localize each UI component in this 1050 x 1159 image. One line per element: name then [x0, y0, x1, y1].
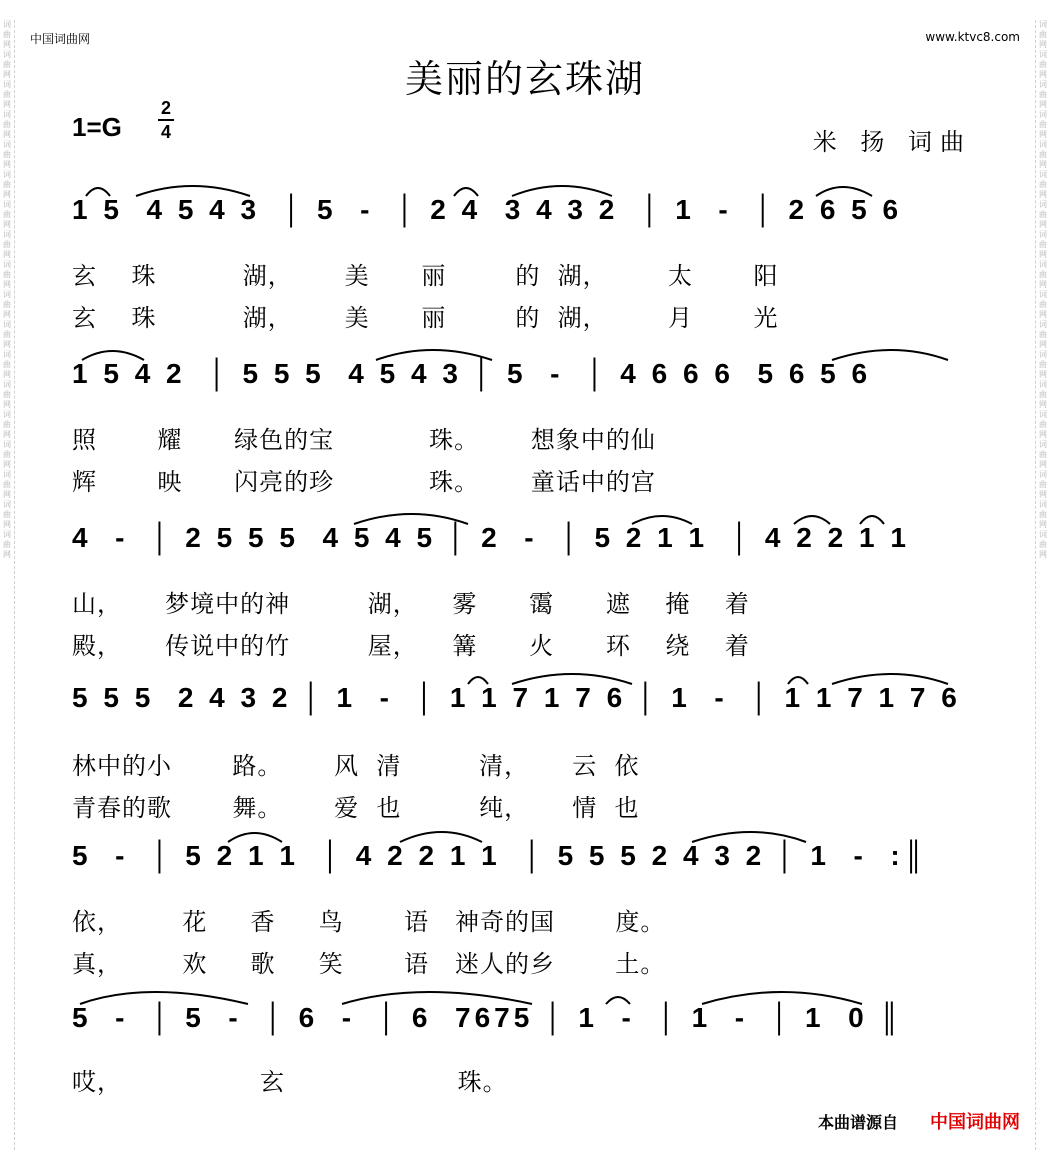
source-label: 本曲谱源自 [818, 1113, 899, 1132]
lyric-verse-2-line-3: 殿， 传说中的竹 屋， 篝 火 环 绕 着 [72, 632, 750, 660]
lyric-verse-2-line-1: 玄 珠 湖， 美 丽 的 湖， 月 光 [72, 304, 779, 332]
lyric-verse-1-line-2: 照 耀 绿色的宝 珠。 想象中的仙 [72, 426, 656, 454]
lyric-verse-2-line-4: 青春的歌 舞。 爱 也 纯， 情 也 [72, 794, 640, 822]
notation-line: 4 - │ 2 5 5 5 4 5 4 5 │ 2 - │ 5 2 1 1 │ 4 2 2 1 1 [72, 522, 910, 553]
notation-line: 5 5 5 2 4 3 2 │ 1 - │ 1 1 7 1 7 6 │ 1 - │ 1 1 7 1 7 6 [72, 682, 961, 713]
time-signature-top: 2 [160, 98, 171, 118]
lyric-verse-2-line-2: 辉 映 闪亮的珍 珠。 童话中的宫 [72, 468, 656, 496]
source-site-link[interactable]: 中国词曲网 [930, 1112, 1020, 1133]
score-system-3 [72, 508, 982, 594]
notation-line: 5 - │ 5 2 1 1 │ 4 2 2 1 1 │ 5 5 5 2 4 3 2 │ 1 - :║ [72, 840, 928, 871]
time-signature-line [158, 119, 174, 121]
score-system-5 [72, 826, 982, 912]
score-system-2 [72, 344, 982, 430]
lyric-verse-1-line-6: 哎， 玄 珠。 [72, 1068, 508, 1096]
lyric-verse-1-line-1: 玄 珠 湖， 美 丽 的 湖， 太 阳 [72, 262, 779, 290]
time-signature [158, 98, 174, 142]
lyric-verse-1-line-4: 林中的小 路。 风 清 清， 云 依 [72, 752, 640, 780]
lyric-verse-2-line-5: 真， 欢 歌 笑 语 迷人的乡 土。 [72, 950, 666, 978]
score-system-1 [72, 180, 982, 266]
lyric-verse-1-line-3: 山， 梦境中的神 湖， 雾 霭 遮 掩 着 [72, 590, 750, 618]
notation-line: 5 - │ 5 - │ 6 - │ 6 7675 │ 1 - │ 1 - │ 1 0 ║ [72, 1002, 904, 1033]
author-credit: 米 扬 词曲 [812, 128, 972, 156]
key-signature: 1=G [72, 112, 122, 142]
site-name-top-left: 中国词曲网 [30, 32, 91, 46]
right-watermark-strip: 词曲网词曲网词曲网词曲网词曲网词曲网词曲网词曲网词曲网词曲网词曲网词曲网词曲网词曲网词曲网词曲网词曲网词曲网 [1035, 20, 1050, 1150]
song-title: 美丽的玄珠湖 [404, 57, 645, 101]
lyric-verse-1-line-5: 依， 花 香 鸟 语 神奇的国 度。 [72, 908, 666, 936]
time-signature-bottom: 4 [160, 122, 171, 142]
score-system-4 [72, 668, 982, 754]
notation-line: 1 5 4 5 4 3 │ 5 - │ 2 4 3 4 3 2 │ 1 - │ 2 6 5 6 [72, 194, 903, 225]
site-url-top-right: www.ktvc8.com [925, 30, 1020, 44]
left-watermark-strip: 词曲网词曲网词曲网词曲网词曲网词曲网词曲网词曲网词曲网词曲网词曲网词曲网词曲网词曲网词曲网词曲网词曲网词曲网 [0, 20, 15, 1150]
notation-line: 1 5 4 2 │ 5 5 5 4 5 4 3 │ 5 - │ 4 6 6 6 5 6 5 6 [72, 358, 872, 389]
